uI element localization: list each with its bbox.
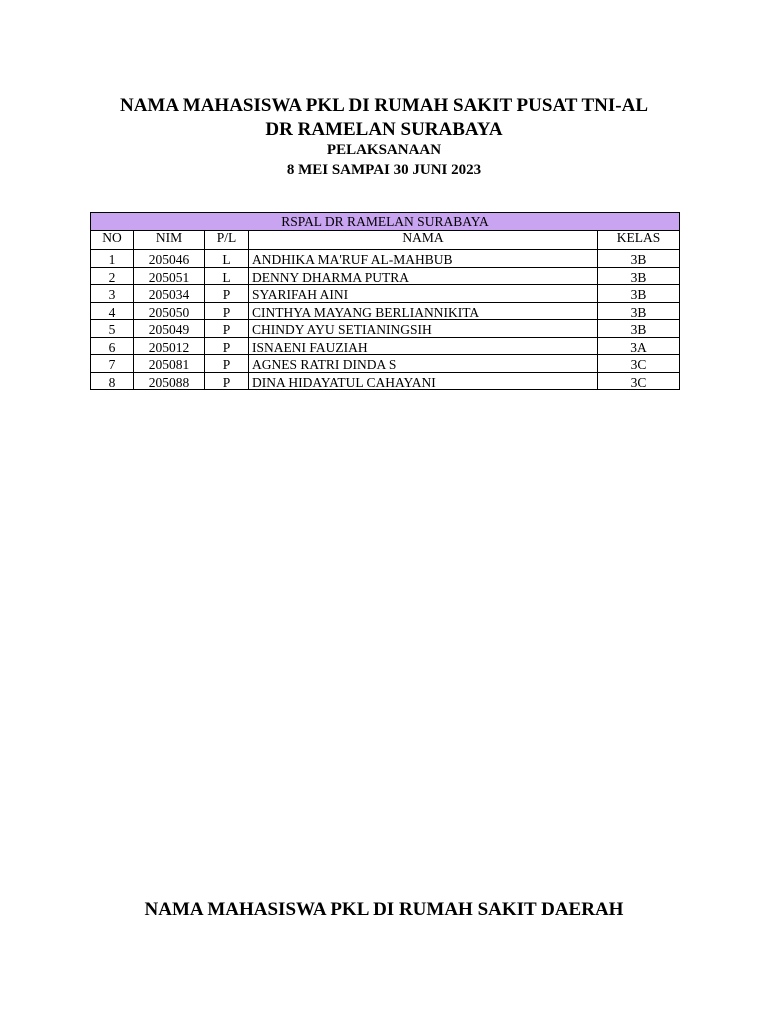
cell-pl: P	[205, 320, 249, 338]
cell-nama: CINTHYA MAYANG BERLIANNIKITA	[249, 302, 598, 320]
cell-no: 8	[91, 372, 134, 390]
cell-kelas: 3B	[598, 267, 680, 285]
table-row	[91, 250, 680, 268]
cell-kelas: 3C	[598, 372, 680, 390]
cell-no: 3	[91, 285, 134, 303]
cell-pl: P	[205, 302, 249, 320]
table-banner: RSPAL DR RAMELAN SURABAYA	[91, 213, 680, 231]
table-row	[91, 355, 680, 373]
cell-nama: CHINDY AYU SETIANINGSIH	[249, 320, 598, 338]
table-row	[91, 302, 680, 320]
subtitle-date-range: 8 MEI SAMPAI 30 JUNI 2023	[286, 162, 482, 178]
cell-no: 6	[91, 337, 134, 355]
header-nim: NIM	[134, 231, 205, 250]
header-no: NO	[91, 231, 134, 250]
cell-pl: P	[205, 285, 249, 303]
cell-pl: L	[205, 250, 249, 268]
cell-no: 1	[91, 250, 134, 268]
cell-pl: P	[205, 337, 249, 355]
title-line-2: DR RAMELAN SURABAYA	[265, 119, 503, 140]
cell-nim: 205050	[134, 302, 205, 320]
cell-nim: 205046	[134, 250, 205, 268]
table-row	[91, 372, 680, 390]
table-row	[91, 320, 680, 338]
subtitle-pelaksanaan: PELAKSANAAN	[326, 142, 442, 158]
table-row	[91, 285, 680, 303]
cell-nama: ANDHIKA MA'RUF AL-MAHBUB	[249, 250, 598, 268]
cell-nim: 205081	[134, 355, 205, 373]
cell-kelas: 3A	[598, 337, 680, 355]
cell-no: 4	[91, 302, 134, 320]
cell-nim: 205088	[134, 372, 205, 390]
header-pl: P/L	[205, 231, 249, 250]
cell-kelas: 3B	[598, 285, 680, 303]
cell-kelas: 3C	[598, 355, 680, 373]
cell-nama: ISNAENI FAUZIAH	[249, 337, 598, 355]
cell-pl: P	[205, 355, 249, 373]
cell-kelas: 3B	[598, 250, 680, 268]
cell-no: 5	[91, 320, 134, 338]
cell-nama: AGNES RATRI DINDA S	[249, 355, 598, 373]
cell-kelas: 3B	[598, 320, 680, 338]
cell-nim: 205012	[134, 337, 205, 355]
table-row	[91, 337, 680, 355]
cell-nama: DINA HIDAYATUL CAHAYANI	[249, 372, 598, 390]
header-kelas: KELAS	[598, 231, 680, 250]
cell-pl: P	[205, 372, 249, 390]
cell-nim: 205051	[134, 267, 205, 285]
table-banner-row	[91, 213, 680, 231]
table-header-row	[91, 231, 680, 250]
table-row	[91, 267, 680, 285]
footer-heading: NAMA MAHASISWA PKL DI RUMAH SAKIT DAERAH	[144, 899, 624, 920]
cell-kelas: 3B	[598, 302, 680, 320]
cell-nama: SYARIFAH AINI	[249, 285, 598, 303]
cell-nama: DENNY DHARMA PUTRA	[249, 267, 598, 285]
title-line-1: NAMA MAHASISWA PKL DI RUMAH SAKIT PUSAT TNI-AL	[119, 95, 649, 116]
student-table	[90, 212, 680, 390]
cell-no: 2	[91, 267, 134, 285]
cell-nim: 205034	[134, 285, 205, 303]
header-nama: NAMA	[249, 231, 598, 250]
cell-pl: L	[205, 267, 249, 285]
cell-nim: 205049	[134, 320, 205, 338]
cell-no: 7	[91, 355, 134, 373]
